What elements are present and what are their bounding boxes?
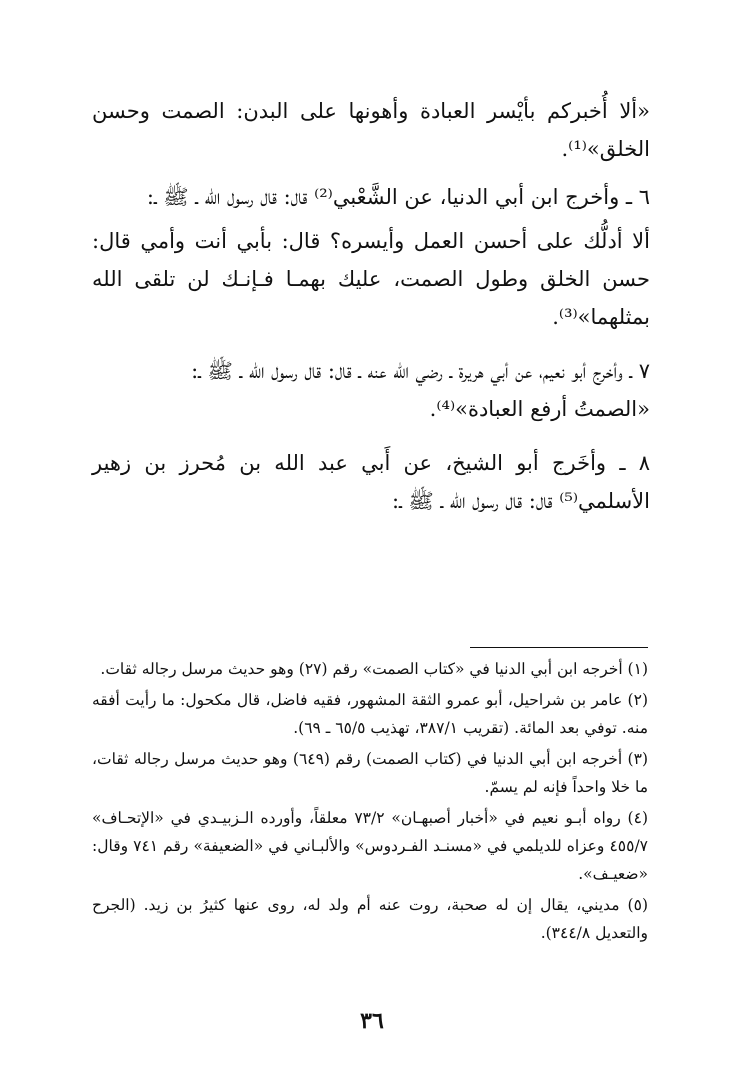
- footnote-2: (٢) عامر بن شراحيل، أبو عمرو الثقة المشهور، فقيه فاضل، قال مكحول: ما رأيت أفقه منه. توفي بعد المائة. (تقريب ٣٨٧/١، تهذيب ٦٥/٥ ـ ٦٩).: [92, 691, 648, 737]
- hadith-7-intro: ٧ ـ وأخرج أبو نعيم، عن أبي هريرة ـ رضي الله عنه ـ قال: قال رسول الله ـ ﷺ ـ:: [191, 359, 650, 383]
- footnote-1: (١) أخرجه ابن أبي الدنيا في «كتاب الصمت» رقم (٢٧) وهو حديث مرسل رجاله ثقات.: [100, 660, 648, 678]
- main-text: [92, 92, 650, 526]
- hadith-8-intro: ٨ ـ وأخَرج أبو الشيخ، عن أَبي عبد الله بن مُحرز بن زهير الأسلمي⁽⁵⁾ قال: قال رسول الله ـ ﷺ ـ:: [92, 451, 650, 513]
- footnote-separator: [470, 647, 648, 648]
- footnote-3: (٣) أخرجه ابن أبي الدنيا في (كتاب الصمت) رقم (٦٤٩) وهو حديث مرسل رجاله ثقات، ما خلا واحداً فإنه لم يسمّ.: [92, 750, 648, 796]
- paragraph-gap: [92, 168, 650, 178]
- paragraph-gap: [92, 342, 650, 352]
- hadith-7-text: «الصمتُ أرفع العبادة»⁽⁴⁾.: [429, 397, 650, 421]
- footnote-5: (٥) مديني، يقال إن له صحبة، روت عنه أم ولد له، روى عنها كثيرُ بن زيد. (الجرح والتعديل ٣٤٤/٨).: [92, 896, 648, 942]
- hadith-6-text: ألا أدلُّك على أحسن العمل وأيسره؟ قال: بأبي أنت وأمي قال: حسن الخلق وطول الصمت، عليك بهمـا فـإنـك لن تلقى الله بمثلهما»⁽³⁾.: [92, 229, 650, 329]
- page-number: ٣٦: [360, 1008, 384, 1034]
- paragraph-gap: [92, 434, 650, 444]
- footnotes: [92, 655, 648, 950]
- footnote-4: (٤) رواه أبـو نعيم في «أخبار أصبهـان» ٧٣/٢ معلقاً، وأورده الـزبيـدي في «الإتحـاف» ٤٥٥/٧ وعزاه للديلمي في «مسنـد الفـردوس» والألبـاني في «الضعيفة» رقم ٧٤١ وقال: «ضعيـف».: [92, 809, 648, 883]
- hadith-6-intro: ٦ ـ وأخرج ابن أبي الدنيا، عن الشَّعْبي⁽²⁾ قال: قال رسول الله ـ ﷺ ـ:: [146, 185, 650, 209]
- hadith-text-5-end: «ألا أُخبركم بأيْسر العبادة وأهونها على البدن: الصمت وحسن الخلق»⁽¹⁾.: [92, 99, 650, 161]
